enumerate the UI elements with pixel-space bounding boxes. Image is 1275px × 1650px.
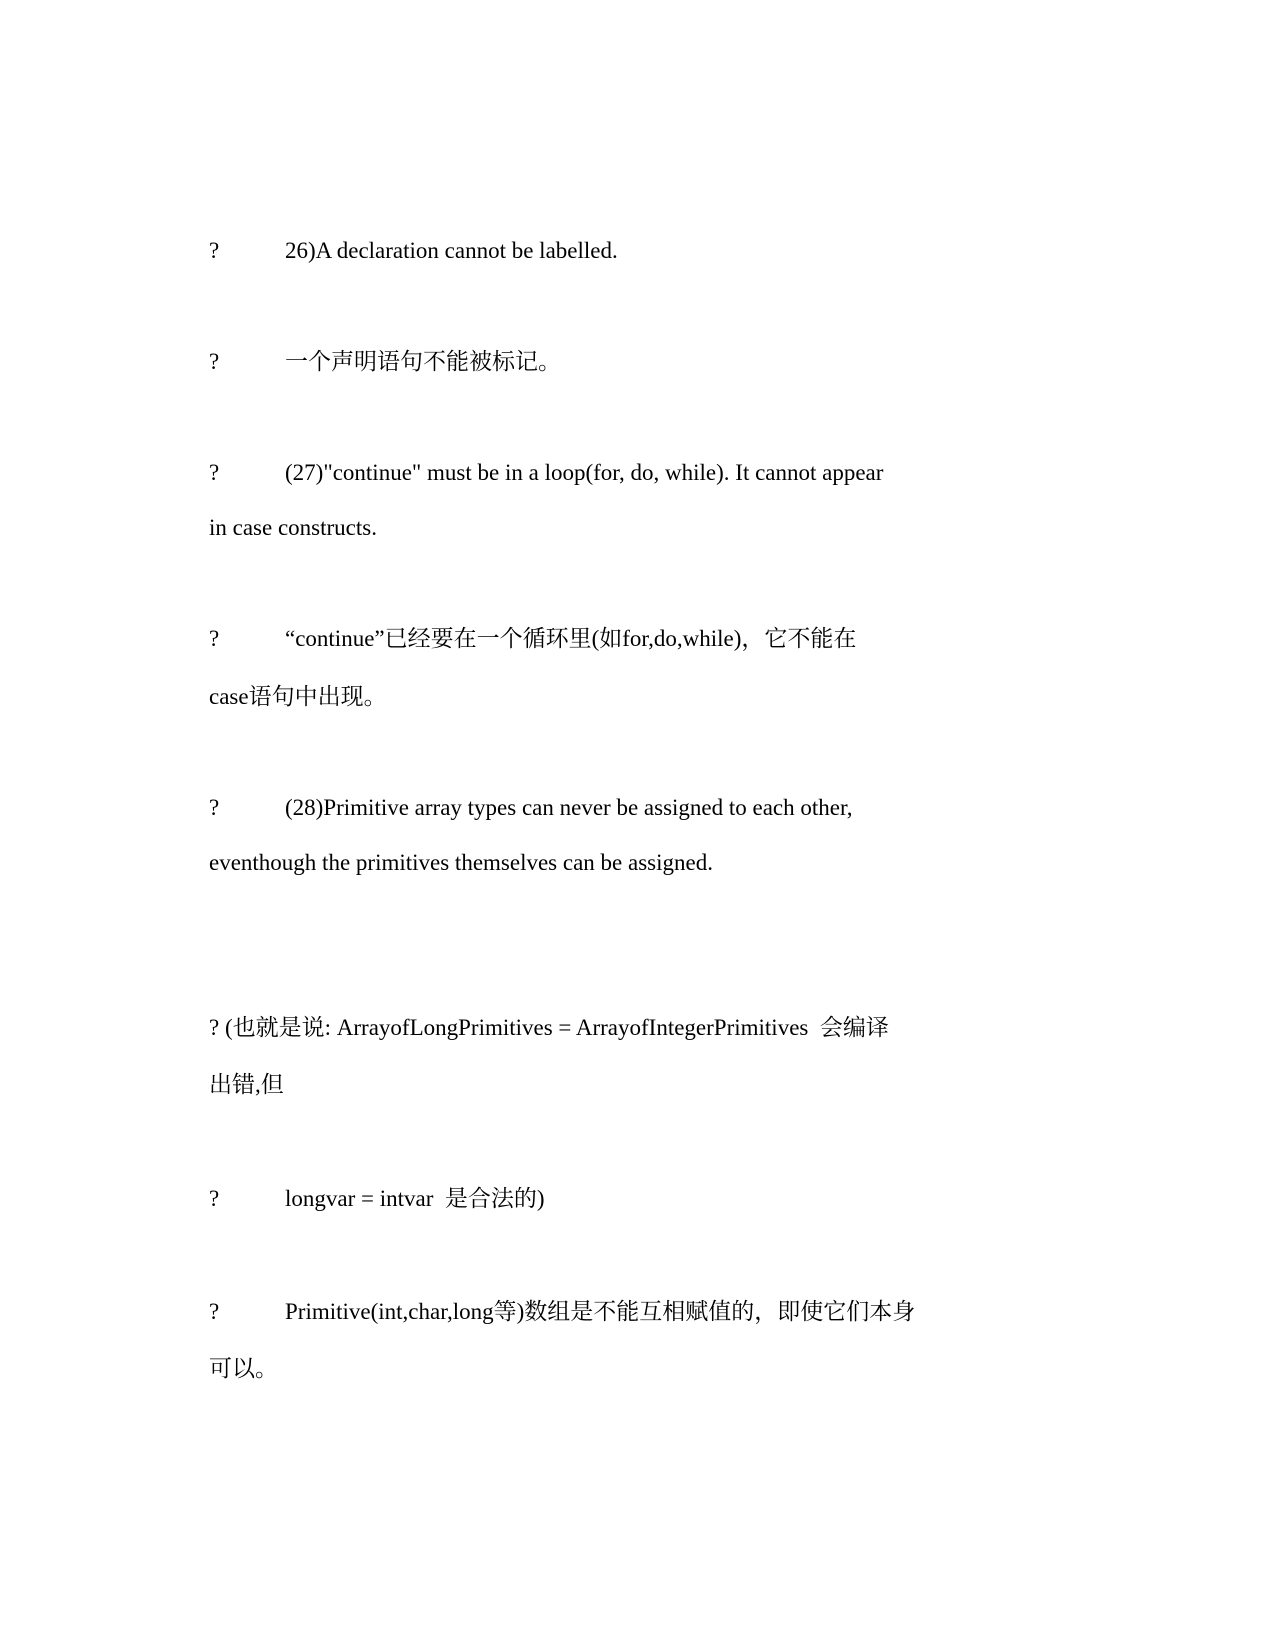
bullet-marker: ? bbox=[209, 1015, 220, 1040]
paragraph-text-continued: case语句中出现。 bbox=[209, 684, 387, 709]
paragraph-28-en-cont bbox=[186, 818, 713, 908]
paragraph-28-zh-cont bbox=[186, 1324, 278, 1414]
paragraph-text: 26)A declaration cannot be labelled. bbox=[285, 238, 618, 263]
paragraph-text-continued: 可以。 bbox=[209, 1356, 278, 1381]
paragraph-text: (28)Primitive array types can never be assigned to each other, bbox=[285, 795, 853, 820]
bullet-marker: ? bbox=[209, 1186, 220, 1211]
paragraph-text-continued: eventhough the primitives themselves can be assigned. bbox=[209, 850, 713, 875]
paragraph-27-en-cont bbox=[186, 483, 377, 573]
paragraph-text: longvar = intvar 是合法的) bbox=[285, 1186, 545, 1211]
paragraph-text-continued: 出错,但 bbox=[209, 1072, 284, 1097]
paragraph-text: Primitive(int,char,long等)数组是不能互相赋值的，即使它们本身 bbox=[285, 1299, 916, 1324]
bullet-marker: ? bbox=[209, 238, 220, 263]
paragraph-26-en bbox=[186, 206, 618, 296]
paragraph-26-zh bbox=[186, 317, 561, 407]
paragraph-28-legal bbox=[186, 1154, 545, 1244]
bullet-marker: ? bbox=[209, 795, 220, 820]
paragraph-text: 一个声明语句不能被标记。 bbox=[285, 349, 561, 374]
paragraph-text-continued: in case constructs. bbox=[209, 515, 377, 540]
bullet-marker: ? bbox=[209, 1299, 220, 1324]
paragraph-27-zh-cont bbox=[186, 652, 387, 742]
paragraph-28-example bbox=[186, 983, 889, 1073]
paragraph-28-example-cont bbox=[186, 1040, 284, 1130]
paragraph-text: (也就是说: ArrayofLongPrimitives = ArrayofIntegerPrimitives 会编译 bbox=[219, 1015, 889, 1040]
paragraph-28-zh bbox=[186, 1267, 915, 1357]
bullet-marker: ? bbox=[209, 626, 220, 651]
paragraph-text: (27)"continue" must be in a loop(for, do, while). It cannot appear bbox=[285, 460, 884, 485]
bullet-marker: ? bbox=[209, 460, 220, 485]
bullet-marker: ? bbox=[209, 349, 220, 374]
paragraph-text: “continue”已经要在一个循环里(如for,do,while)，它不能在 bbox=[285, 626, 857, 651]
